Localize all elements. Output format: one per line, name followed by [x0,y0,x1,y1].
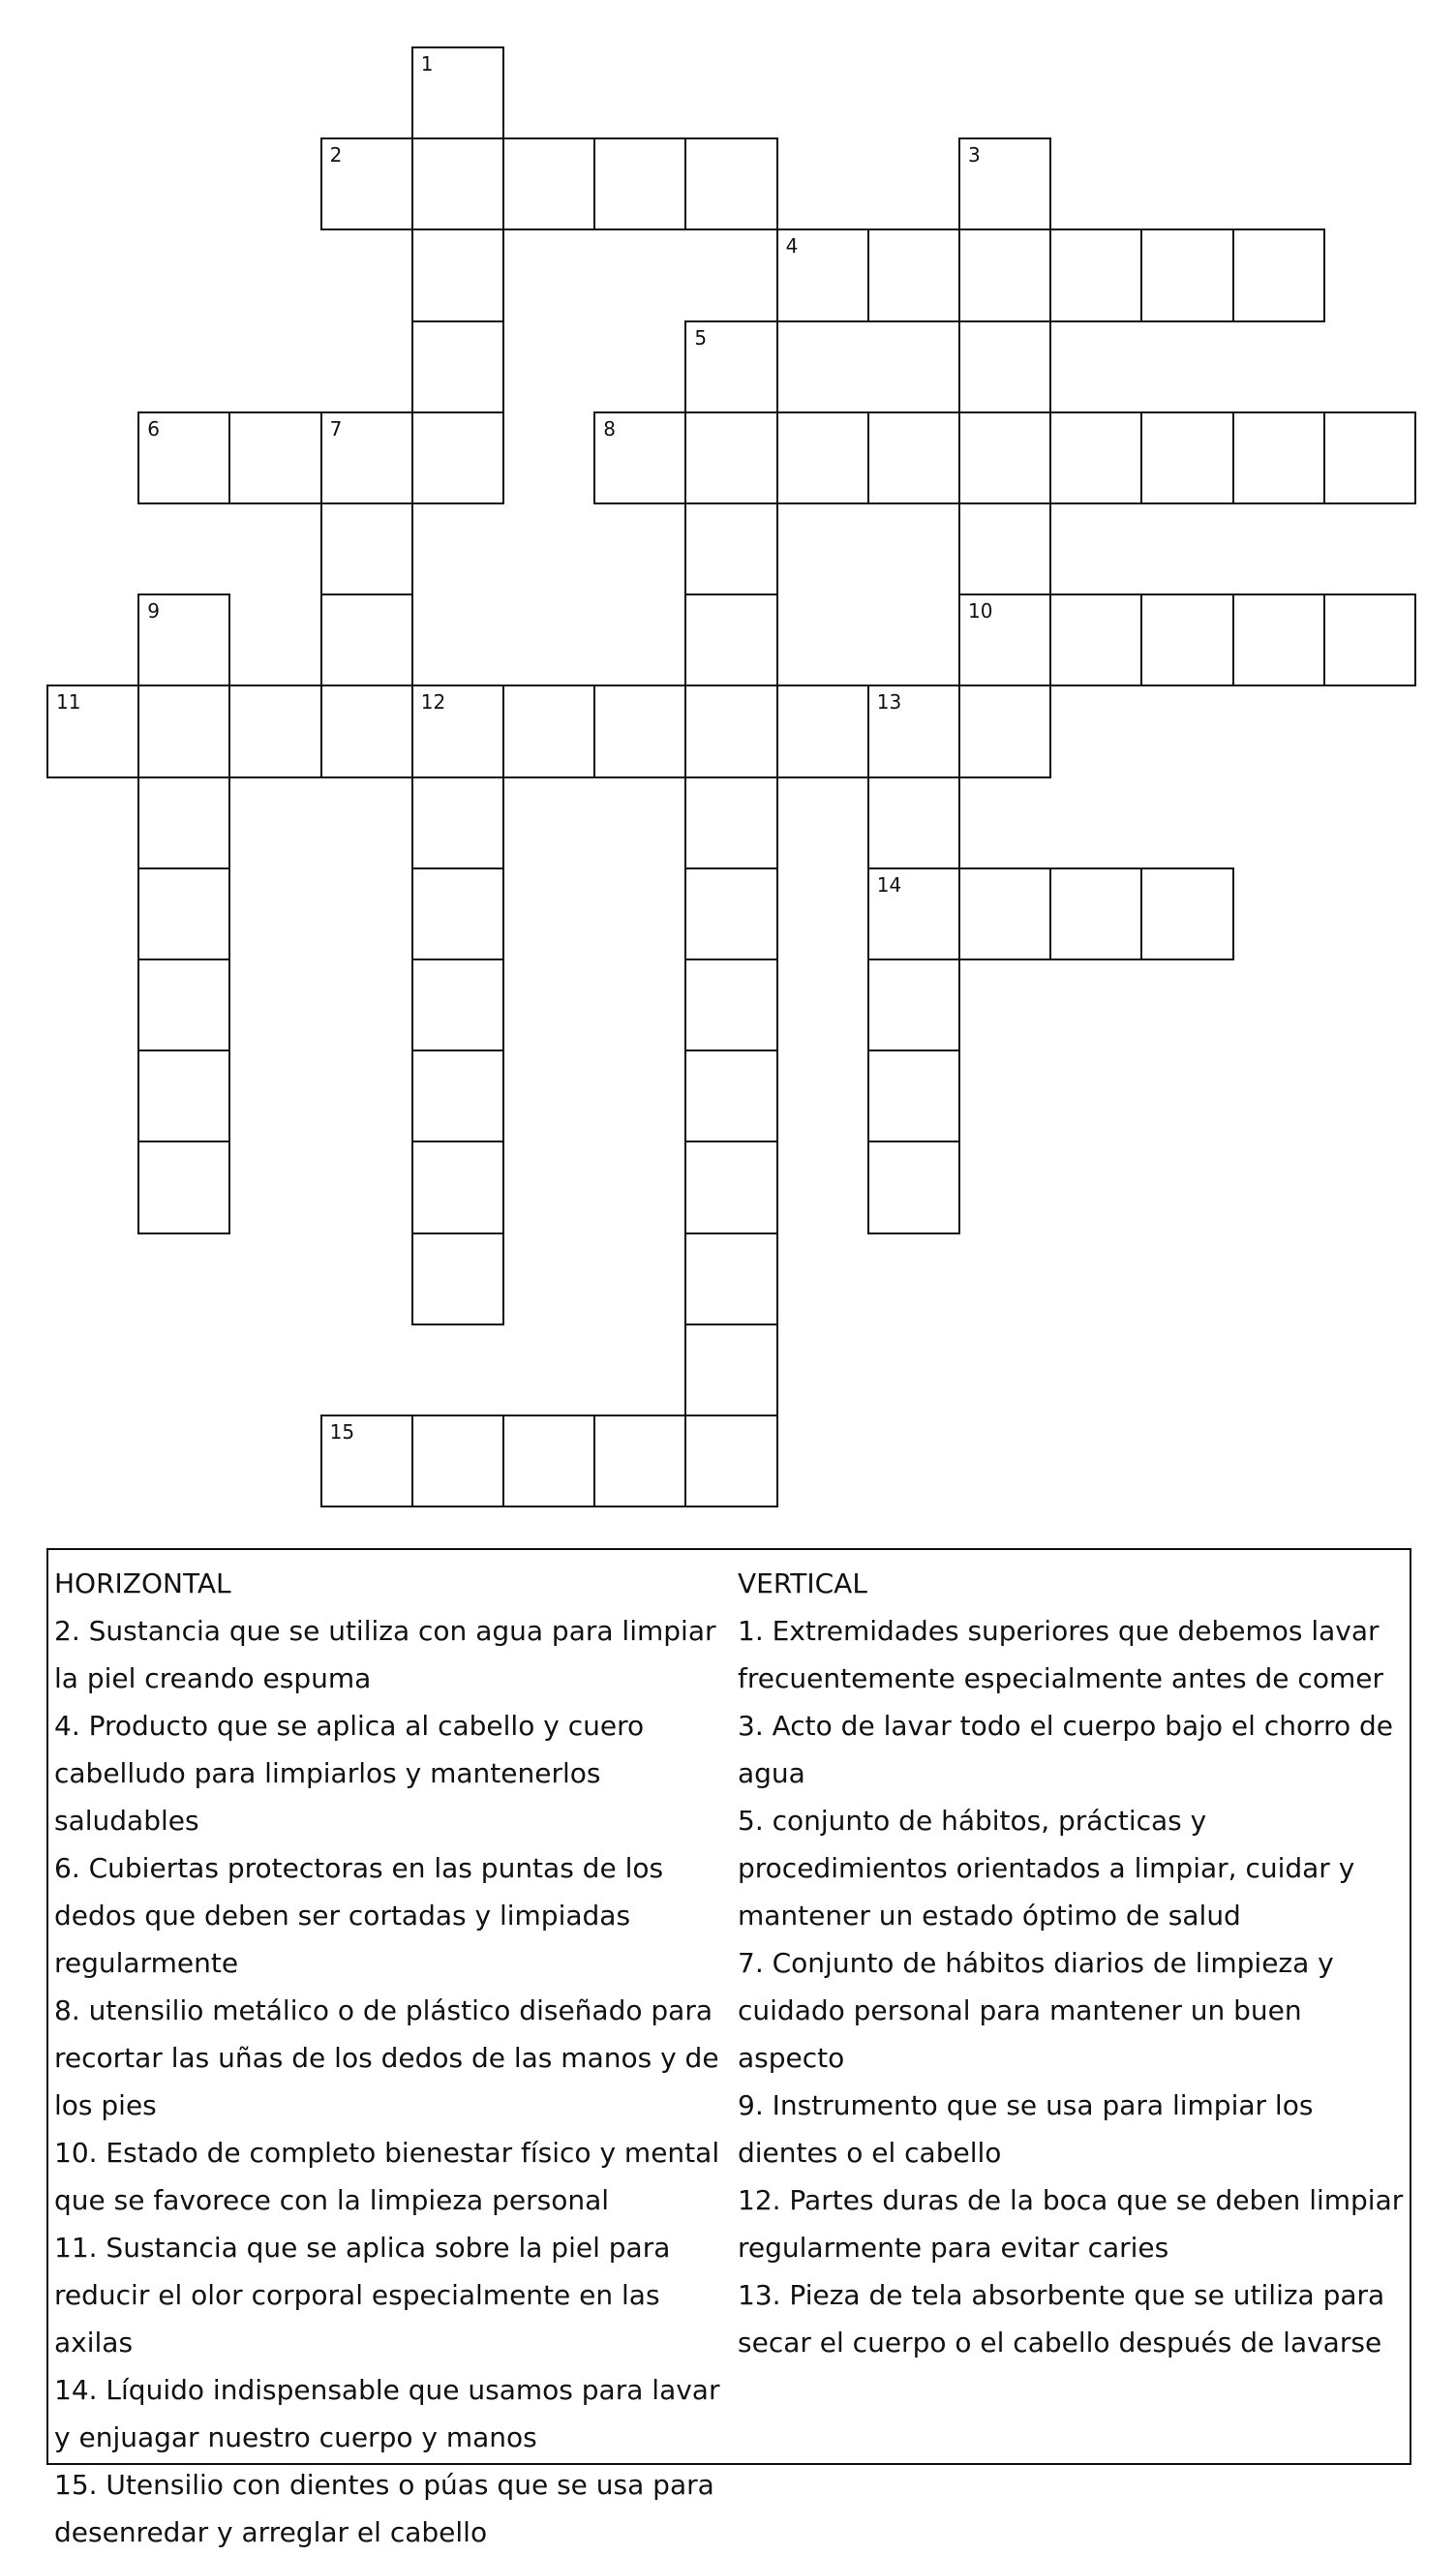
clue-number: 7 [329,416,343,441]
crossword-cell[interactable] [684,593,777,686]
crossword-cell[interactable] [1232,411,1325,504]
crossword-cell[interactable] [1140,228,1233,321]
crossword-cell[interactable] [1232,593,1325,686]
vertical-heading: VERTICAL [738,1567,867,1599]
crossword-cell[interactable] [411,46,504,139]
crossword-cell[interactable] [1140,411,1233,504]
crossword-cell[interactable] [137,685,230,777]
clue-vertical-1: 1. Extremidades superiores que debemos lavar frecuentemente especialmente antes de comer [738,1615,1383,1694]
clue-number: 10 [968,599,993,624]
clue-number: 4 [785,234,799,259]
crossword-cell[interactable] [776,228,869,321]
crossword-cell[interactable] [1140,593,1233,686]
crossword-cell[interactable] [684,958,777,1051]
crossword-cell[interactable] [411,1141,504,1233]
crossword-cell[interactable] [684,1050,777,1142]
crossword-cell[interactable] [46,685,139,777]
clue-number: 5 [694,325,708,350]
clue-vertical-13: 13. Pieza de tela absorbente que se utiliza para secar el cuerpo o el cabello después de lavarse [738,2279,1385,2358]
crossword-cell[interactable] [1232,228,1325,321]
crossword-cell[interactable] [1140,867,1233,960]
clue-horizontal-15: 15. Utensilio con dientes o púas que se usa para desenredar y arreglar el cabello [54,2469,714,2548]
clue-vertical-12: 12. Partes duras de la boca que se deben limpiar regularmente para evitar caries [738,2184,1404,2264]
crossword-cell[interactable] [411,1232,504,1325]
crossword-cell[interactable] [137,867,230,960]
clue-number: 12 [420,690,446,715]
crossword-cell[interactable] [684,1324,777,1416]
crossword-cell[interactable] [776,411,869,504]
crossword-cell[interactable] [867,1141,960,1233]
crossword-cell[interactable] [137,776,230,869]
vertical-clues [738,1560,1406,2366]
crossword-cell[interactable] [411,137,504,230]
clue-horizontal-6: 6. Cubiertas protectoras en las puntas de los dedos que deben ser cortadas y limpiadas regularmente [54,1852,664,1979]
clue-vertical-3: 3. Acto de lavar todo el cuerpo bajo el chorro de agua [738,1710,1394,1789]
crossword-cell[interactable] [684,1232,777,1325]
crossword-cell[interactable] [137,411,230,504]
crossword-cell[interactable] [1049,228,1142,321]
crossword-cell[interactable] [958,320,1051,413]
crossword-cell[interactable] [867,776,960,869]
clue-number: 3 [968,143,981,167]
crossword-cell[interactable] [320,502,413,595]
crossword-cell[interactable] [958,137,1051,230]
crossword-cell[interactable] [411,958,504,1051]
clue-horizontal-8: 8. utensilio metálico o de plástico diseñado para recortar las uñas de los dedos de las manos y de los pies [54,1994,719,2121]
crossword-cell[interactable] [228,411,321,504]
crossword-cell[interactable] [684,867,777,960]
clue-vertical-7: 7. Conjunto de hábitos diarios de limpieza y cuidado personal para mantener un buen aspecto [738,1947,1334,2074]
crossword-cell[interactable] [411,320,504,413]
crossword-cell[interactable] [137,593,230,686]
clue-horizontal-10: 10. Estado de completo bienestar físico y mental que se favorece con la limpieza personal [54,2137,720,2216]
crossword-cell[interactable] [867,228,960,321]
crossword-cell[interactable] [411,1050,504,1142]
clue-number: 11 [56,690,81,715]
crossword-cell[interactable] [502,137,595,230]
crossword-cell[interactable] [867,411,960,504]
crossword-cell[interactable] [958,593,1051,686]
clue-vertical-9: 9. Instrumento que se usa para limpiar los dientes o el cabello [738,2089,1314,2169]
crossword-cell[interactable] [137,1141,230,1233]
crossword-cell[interactable] [502,685,595,777]
crossword-cell[interactable] [684,776,777,869]
crossword-cell[interactable] [867,867,960,960]
crossword-cell[interactable] [593,411,686,504]
crossword-cell[interactable] [320,593,413,686]
crossword-cell[interactable] [411,867,504,960]
crossword-cell[interactable] [1049,411,1142,504]
crossword-cell[interactable] [1323,411,1416,504]
crossword-cell[interactable] [867,685,960,777]
crossword-cell[interactable] [867,1050,960,1142]
crossword-cell[interactable] [684,1415,777,1507]
horizontal-clues [54,1560,732,2556]
crossword-cell[interactable] [320,685,413,777]
clue-number: 1 [420,52,434,76]
crossword-cell[interactable] [1049,593,1142,686]
crossword-cell[interactable] [958,502,1051,595]
crossword-cell[interactable] [593,685,686,777]
crossword-cell[interactable] [320,411,413,504]
crossword-cell[interactable] [411,776,504,869]
crossword-cell[interactable] [684,411,777,504]
clue-number: 8 [603,416,616,441]
crossword-cell[interactable] [137,958,230,1051]
clue-horizontal-11: 11. Sustancia que se aplica sobre la piel para reducir el olor corporal especialmente en las axilas [54,2232,671,2358]
crossword-cell[interactable] [958,867,1051,960]
crossword-cell[interactable] [958,411,1051,504]
clue-number: 14 [876,872,902,897]
crossword-cell[interactable] [867,958,960,1051]
clue-number: 13 [876,690,902,715]
crossword-cell[interactable] [684,320,777,413]
clue-number: 15 [329,1420,355,1444]
clues-panel [46,1548,1411,2548]
clue-horizontal-2: 2. Sustancia que se utiliza con agua para limpiar la piel creando espuma [54,1615,716,1694]
crossword-cell[interactable] [776,685,869,777]
crossword-cell[interactable] [1323,593,1416,686]
clue-horizontal-4: 4. Producto que se aplica al cabello y cuero cabelludo para limpiarlos y mantenerlos saludables [54,1710,645,1837]
crossword-cell[interactable] [593,1415,686,1507]
crossword-cell[interactable] [137,1050,230,1142]
clue-vertical-5: 5. conjunto de hábitos, prácticas y procedimientos orientados a limpiar, cuidar y mantener un estado óptimo de salud [738,1805,1355,1932]
crossword-cell[interactable] [411,228,504,321]
crossword-cell[interactable] [958,228,1051,321]
crossword-cell[interactable] [320,137,413,230]
clue-number: 6 [147,416,160,441]
crossword-cell[interactable] [411,685,504,777]
crossword-cell[interactable] [684,137,777,230]
clue-horizontal-14: 14. Líquido indispensable que usamos para lavar y enjuagar nuestro cuerpo y manos [54,2374,720,2453]
crossword-cell[interactable] [958,685,1051,777]
crossword-cell[interactable] [411,1415,504,1507]
crossword-cell[interactable] [411,411,504,504]
crossword-cell[interactable] [320,1415,413,1507]
crossword-cell[interactable] [502,1415,595,1507]
crossword-cell[interactable] [684,502,777,595]
clue-number: 9 [147,599,160,624]
crossword-cell[interactable] [228,685,321,777]
clue-number: 2 [329,143,343,167]
crossword-cell[interactable] [1049,867,1142,960]
crossword-cell[interactable] [684,1141,777,1233]
horizontal-heading: HORIZONTAL [54,1567,231,1599]
crossword-cell[interactable] [684,685,777,777]
crossword-cell[interactable] [593,137,686,230]
